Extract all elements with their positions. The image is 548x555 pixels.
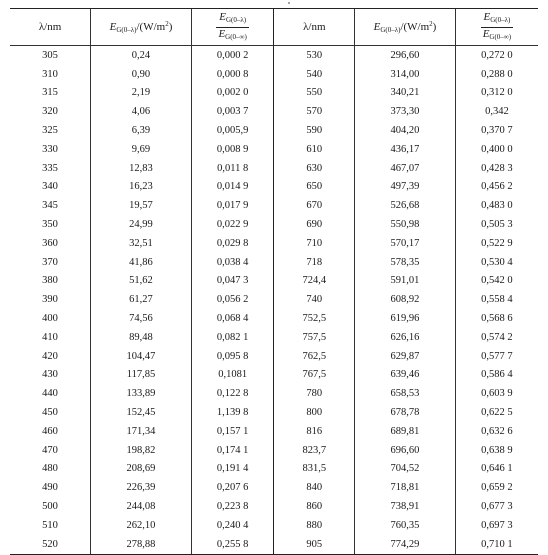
cell-ratio-left: 0,207 6	[191, 478, 274, 497]
cell-ratio-right: 0,288 0	[455, 65, 538, 84]
cell-wavelength-left: 460	[42, 425, 58, 437]
cell-irradiance-right: 578,35	[355, 253, 456, 272]
cell-wavelength-right: 530	[274, 46, 355, 65]
cell-ratio-left: 0,1081	[191, 366, 274, 385]
header-wavelength-left: λ/nm	[10, 9, 91, 46]
cell-ratio-right: 0,697 3	[455, 516, 538, 535]
cell-ratio-right: 0,522 9	[455, 234, 538, 253]
cell-ratio-right: 0,312 0	[455, 84, 538, 103]
cell-irradiance-right: 678,78	[355, 403, 456, 422]
cell-ratio-right: 0,558 4	[455, 290, 538, 309]
cell-wavelength-right: 540	[274, 65, 355, 84]
cell-irradiance-left: 208,69	[91, 460, 192, 479]
table-row	[10, 422, 538, 441]
cell-ratio-left: 0,008 9	[191, 140, 274, 159]
cell-ratio-right: 0,342	[455, 102, 538, 121]
cell-wavelength-left: 350	[42, 219, 58, 231]
cell-ratio-left: 0,068 4	[191, 309, 274, 328]
cell-ratio-left: 0,000 2	[191, 46, 274, 65]
cell-ratio-right: 0,483 0	[455, 196, 538, 215]
table-row	[10, 234, 538, 253]
cell-irradiance-left: 51,62	[91, 272, 192, 291]
header-row	[10, 9, 538, 46]
table-row	[10, 347, 538, 366]
cell-ratio-right: 0,603 9	[455, 384, 538, 403]
table-row	[10, 478, 538, 497]
cell-wavelength-right: 650	[274, 178, 355, 197]
cell-ratio-right: 0,677 3	[455, 497, 538, 516]
cell-ratio-left: 0,000 8	[191, 65, 274, 84]
header-ratio-right: $\frac{E_{G(0-\lambda)}}{E_{G(0-\infty)}}$	[455, 9, 538, 46]
cell-irradiance-right: 340,21	[355, 84, 456, 103]
table-row	[10, 403, 538, 422]
cell-wavelength-left: 440	[42, 388, 58, 400]
cell-ratio-right: 0,622 5	[455, 403, 538, 422]
cell-wavelength-left: 500	[42, 501, 58, 513]
cell-irradiance-left: 0,90	[91, 65, 192, 84]
cell-irradiance-right: 639,46	[355, 366, 456, 385]
cell-irradiance-left: 262,10	[91, 516, 192, 535]
cell-irradiance-right: 626,16	[355, 328, 456, 347]
irradiance-table	[10, 8, 538, 555]
cell-ratio-right: 0,428 3	[455, 159, 538, 178]
cell-wavelength-left: 420	[42, 350, 58, 362]
cell-wavelength-left: 345	[42, 200, 58, 212]
cell-wavelength-left: 310	[42, 68, 58, 80]
cell-wavelength-left: 430	[42, 369, 58, 381]
cell-wavelength-right: 780	[274, 384, 355, 403]
cell-ratio-left: 0,095 8	[191, 347, 274, 366]
cell-wavelength-left: 390	[42, 294, 58, 306]
cell-ratio-left: 0,029 8	[191, 234, 274, 253]
cell-ratio-left: 0,011 8	[191, 159, 274, 178]
cell-ratio-left: 0,191 4	[191, 460, 274, 479]
cell-ratio-right: 0,370 7	[455, 121, 538, 140]
cell-wavelength-right: 823,7	[274, 441, 355, 460]
cell-wavelength-left: 520	[10, 535, 91, 554]
cell-ratio-right: 0,710 1	[455, 535, 538, 554]
cell-wavelength-right: 831,5	[274, 460, 355, 479]
cell-irradiance-left: 74,56	[91, 309, 192, 328]
table-row	[10, 290, 538, 309]
cell-ratio-right: 0,400 0	[455, 140, 538, 159]
cell-wavelength-left: 470	[42, 444, 58, 456]
cell-ratio-left: 0,223 8	[191, 497, 274, 516]
cell-wavelength-left: 410	[42, 331, 58, 343]
cell-irradiance-right: 526,68	[355, 196, 456, 215]
cell-wavelength-right: 840	[274, 478, 355, 497]
cell-wavelength-left: 360	[42, 237, 58, 249]
cell-wavelength-right: 816	[274, 422, 355, 441]
cell-irradiance-left: 104,47	[91, 347, 192, 366]
cell-ratio-left: 0,002 0	[191, 84, 274, 103]
cell-irradiance-left: 6,39	[91, 121, 192, 140]
table-row	[10, 497, 538, 516]
cell-irradiance-right: 696,60	[355, 441, 456, 460]
cell-wavelength-right: 740	[274, 290, 355, 309]
table-row	[10, 178, 538, 197]
cell-irradiance-left: 117,85	[91, 366, 192, 385]
header-ratio-left: $\frac{E_{G(0-\lambda)}}{E_{G(0-\infty)}}$	[191, 9, 274, 46]
cell-irradiance-left: 19,57	[91, 196, 192, 215]
cell-irradiance-right: 373,30	[355, 102, 456, 121]
cell-ratio-right: 0,272 0	[455, 46, 538, 65]
cell-ratio-left: 0,082 1	[191, 328, 274, 347]
cell-ratio-left: 0,047 3	[191, 272, 274, 291]
cell-irradiance-left: 16,23	[91, 178, 192, 197]
cell-ratio-left: 0,022 9	[191, 215, 274, 234]
cell-irradiance-right: 718,81	[355, 478, 456, 497]
cell-irradiance-right: 296,60	[355, 46, 456, 65]
cell-irradiance-left: 244,08	[91, 497, 192, 516]
cell-wavelength-right: 860	[274, 497, 355, 516]
cell-ratio-left: 0,174 1	[191, 441, 274, 460]
cell-irradiance-right: 608,92	[355, 290, 456, 309]
cell-irradiance-right: 467,07	[355, 159, 456, 178]
table-row	[10, 121, 538, 140]
table-row	[10, 196, 538, 215]
cell-wavelength-left: 315	[42, 87, 58, 99]
cell-wavelength-left: 480	[42, 463, 58, 475]
cell-irradiance-left: 89,48	[91, 328, 192, 347]
scan-speck	[288, 2, 290, 4]
cell-wavelength-right: 550	[274, 84, 355, 103]
cell-wavelength-right: 670	[274, 196, 355, 215]
cell-ratio-right: 0,646 1	[455, 460, 538, 479]
cell-irradiance-left: 0,24	[91, 46, 192, 65]
cell-ratio-right: 0,638 9	[455, 441, 538, 460]
cell-irradiance-right: 760,35	[355, 516, 456, 535]
cell-ratio-right: 0,632 6	[455, 422, 538, 441]
cell-ratio-left: 0,017 9	[191, 196, 274, 215]
cell-irradiance-left: 24,99	[91, 215, 192, 234]
cell-wavelength-left: 340	[42, 181, 58, 193]
cell-ratio-left: 0,003 7	[191, 102, 274, 121]
cell-irradiance-right: 497,39	[355, 178, 456, 197]
cell-wavelength-right: 718	[274, 253, 355, 272]
cell-ratio-right: 0,456 2	[455, 178, 538, 197]
cell-ratio-right: 0,568 6	[455, 309, 538, 328]
cell-wavelength-right: 767,5	[274, 366, 355, 385]
cell-irradiance-right: 436,17	[355, 140, 456, 159]
cell-ratio-right: 0,505 3	[455, 215, 538, 234]
cell-wavelength-right: 757,5	[274, 328, 355, 347]
cell-irradiance-right: 619,96	[355, 309, 456, 328]
cell-irradiance-left: 4,06	[91, 102, 192, 121]
cell-wavelength-left: 490	[42, 482, 58, 494]
cell-wavelength-right: 752,5	[274, 309, 355, 328]
cell-wavelength-right: 880	[274, 516, 355, 535]
cell-ratio-right: 0,542 0	[455, 272, 538, 291]
cell-irradiance-right: 404,20	[355, 121, 456, 140]
cell-irradiance-left: 133,89	[91, 384, 192, 403]
header-wavelength-right: λ/nm	[274, 9, 355, 46]
cell-irradiance-left: 2,19	[91, 84, 192, 103]
cell-irradiance-left: 198,82	[91, 441, 192, 460]
cell-wavelength-right: 690	[274, 215, 355, 234]
table-row	[10, 84, 538, 103]
table-row	[10, 441, 538, 460]
cell-wavelength-left: 400	[42, 313, 58, 325]
table-row	[10, 366, 538, 385]
cell-wavelength-left: 380	[42, 275, 58, 287]
cell-irradiance-left: 9,69	[91, 140, 192, 159]
table-row	[10, 328, 538, 347]
cell-wavelength-left: 450	[42, 407, 58, 419]
cell-ratio-left: 0,240 4	[191, 516, 274, 535]
cell-irradiance-right: 314,00	[355, 65, 456, 84]
cell-irradiance-right: 738,91	[355, 497, 456, 516]
table-row	[10, 535, 538, 554]
cell-ratio-left: 0,014 9	[191, 178, 274, 197]
cell-irradiance-left: 171,34	[91, 422, 192, 441]
cell-wavelength-left: 370	[42, 256, 58, 268]
cell-irradiance-right: 550,98	[355, 215, 456, 234]
cell-irradiance-left: 226,39	[91, 478, 192, 497]
cell-irradiance-right: 570,17	[355, 234, 456, 253]
cell-ratio-right: 0,530 4	[455, 253, 538, 272]
cell-wavelength-right: 905	[274, 535, 355, 554]
cell-ratio-left: 0,157 1	[191, 422, 274, 441]
cell-ratio-left: 0,122 8	[191, 384, 274, 403]
cell-irradiance-right: 658,53	[355, 384, 456, 403]
table-row	[10, 140, 538, 159]
table-row	[10, 102, 538, 121]
cell-wavelength-right: 610	[274, 140, 355, 159]
cell-irradiance-left: 32,51	[91, 234, 192, 253]
cell-ratio-right: 0,659 2	[455, 478, 538, 497]
cell-wavelength-left: 305	[42, 49, 58, 61]
cell-ratio-right: 0,586 4	[455, 366, 538, 385]
cell-ratio-right: 0,577 7	[455, 347, 538, 366]
cell-irradiance-right: 591,01	[355, 272, 456, 291]
cell-wavelength-left: 335	[42, 162, 58, 174]
header-irradiance-right: $E_{G(0-\lambda)}/(W/m^2)$	[355, 9, 456, 46]
cell-irradiance-right: 774,29	[355, 535, 456, 554]
table-row	[10, 215, 538, 234]
header-irradiance-left: $E_{G(0-\lambda)}/(W/m^2)$	[91, 9, 192, 46]
cell-ratio-right: 0,574 2	[455, 328, 538, 347]
cell-ratio-left: 0,038 4	[191, 253, 274, 272]
cell-irradiance-left: 12,83	[91, 159, 192, 178]
cell-irradiance-left: 41,86	[91, 253, 192, 272]
cell-wavelength-right: 762,5	[274, 347, 355, 366]
cell-wavelength-right: 570	[274, 102, 355, 121]
cell-wavelength-right: 724,4	[274, 272, 355, 291]
table-row	[10, 309, 538, 328]
table-row	[10, 272, 538, 291]
cell-irradiance-left: 278,88	[91, 535, 192, 554]
cell-ratio-left: 0,056 2	[191, 290, 274, 309]
table-body	[10, 46, 538, 555]
table-row	[10, 253, 538, 272]
table-row	[10, 516, 538, 535]
cell-wavelength-left: 510	[42, 519, 58, 531]
cell-ratio-left: 1,139 8	[191, 403, 274, 422]
cell-irradiance-right: 704,52	[355, 460, 456, 479]
cell-irradiance-right: 629,87	[355, 347, 456, 366]
cell-wavelength-right: 630	[274, 159, 355, 178]
table-row	[10, 46, 538, 65]
cell-wavelength-left: 325	[42, 125, 58, 137]
cell-ratio-left: 0,255 8	[191, 535, 274, 554]
cell-irradiance-right: 689,81	[355, 422, 456, 441]
table-row	[10, 159, 538, 178]
cell-wavelength-left: 320	[42, 106, 58, 118]
table-row	[10, 65, 538, 84]
cell-wavelength-left: 330	[42, 143, 58, 155]
table-row	[10, 384, 538, 403]
cell-ratio-left: 0,005,9	[191, 121, 274, 140]
cell-irradiance-left: 152,45	[91, 403, 192, 422]
cell-irradiance-left: 61,27	[91, 290, 192, 309]
cell-wavelength-right: 710	[274, 234, 355, 253]
cell-wavelength-right: 800	[274, 403, 355, 422]
table-row	[10, 460, 538, 479]
cell-wavelength-right: 590	[274, 121, 355, 140]
